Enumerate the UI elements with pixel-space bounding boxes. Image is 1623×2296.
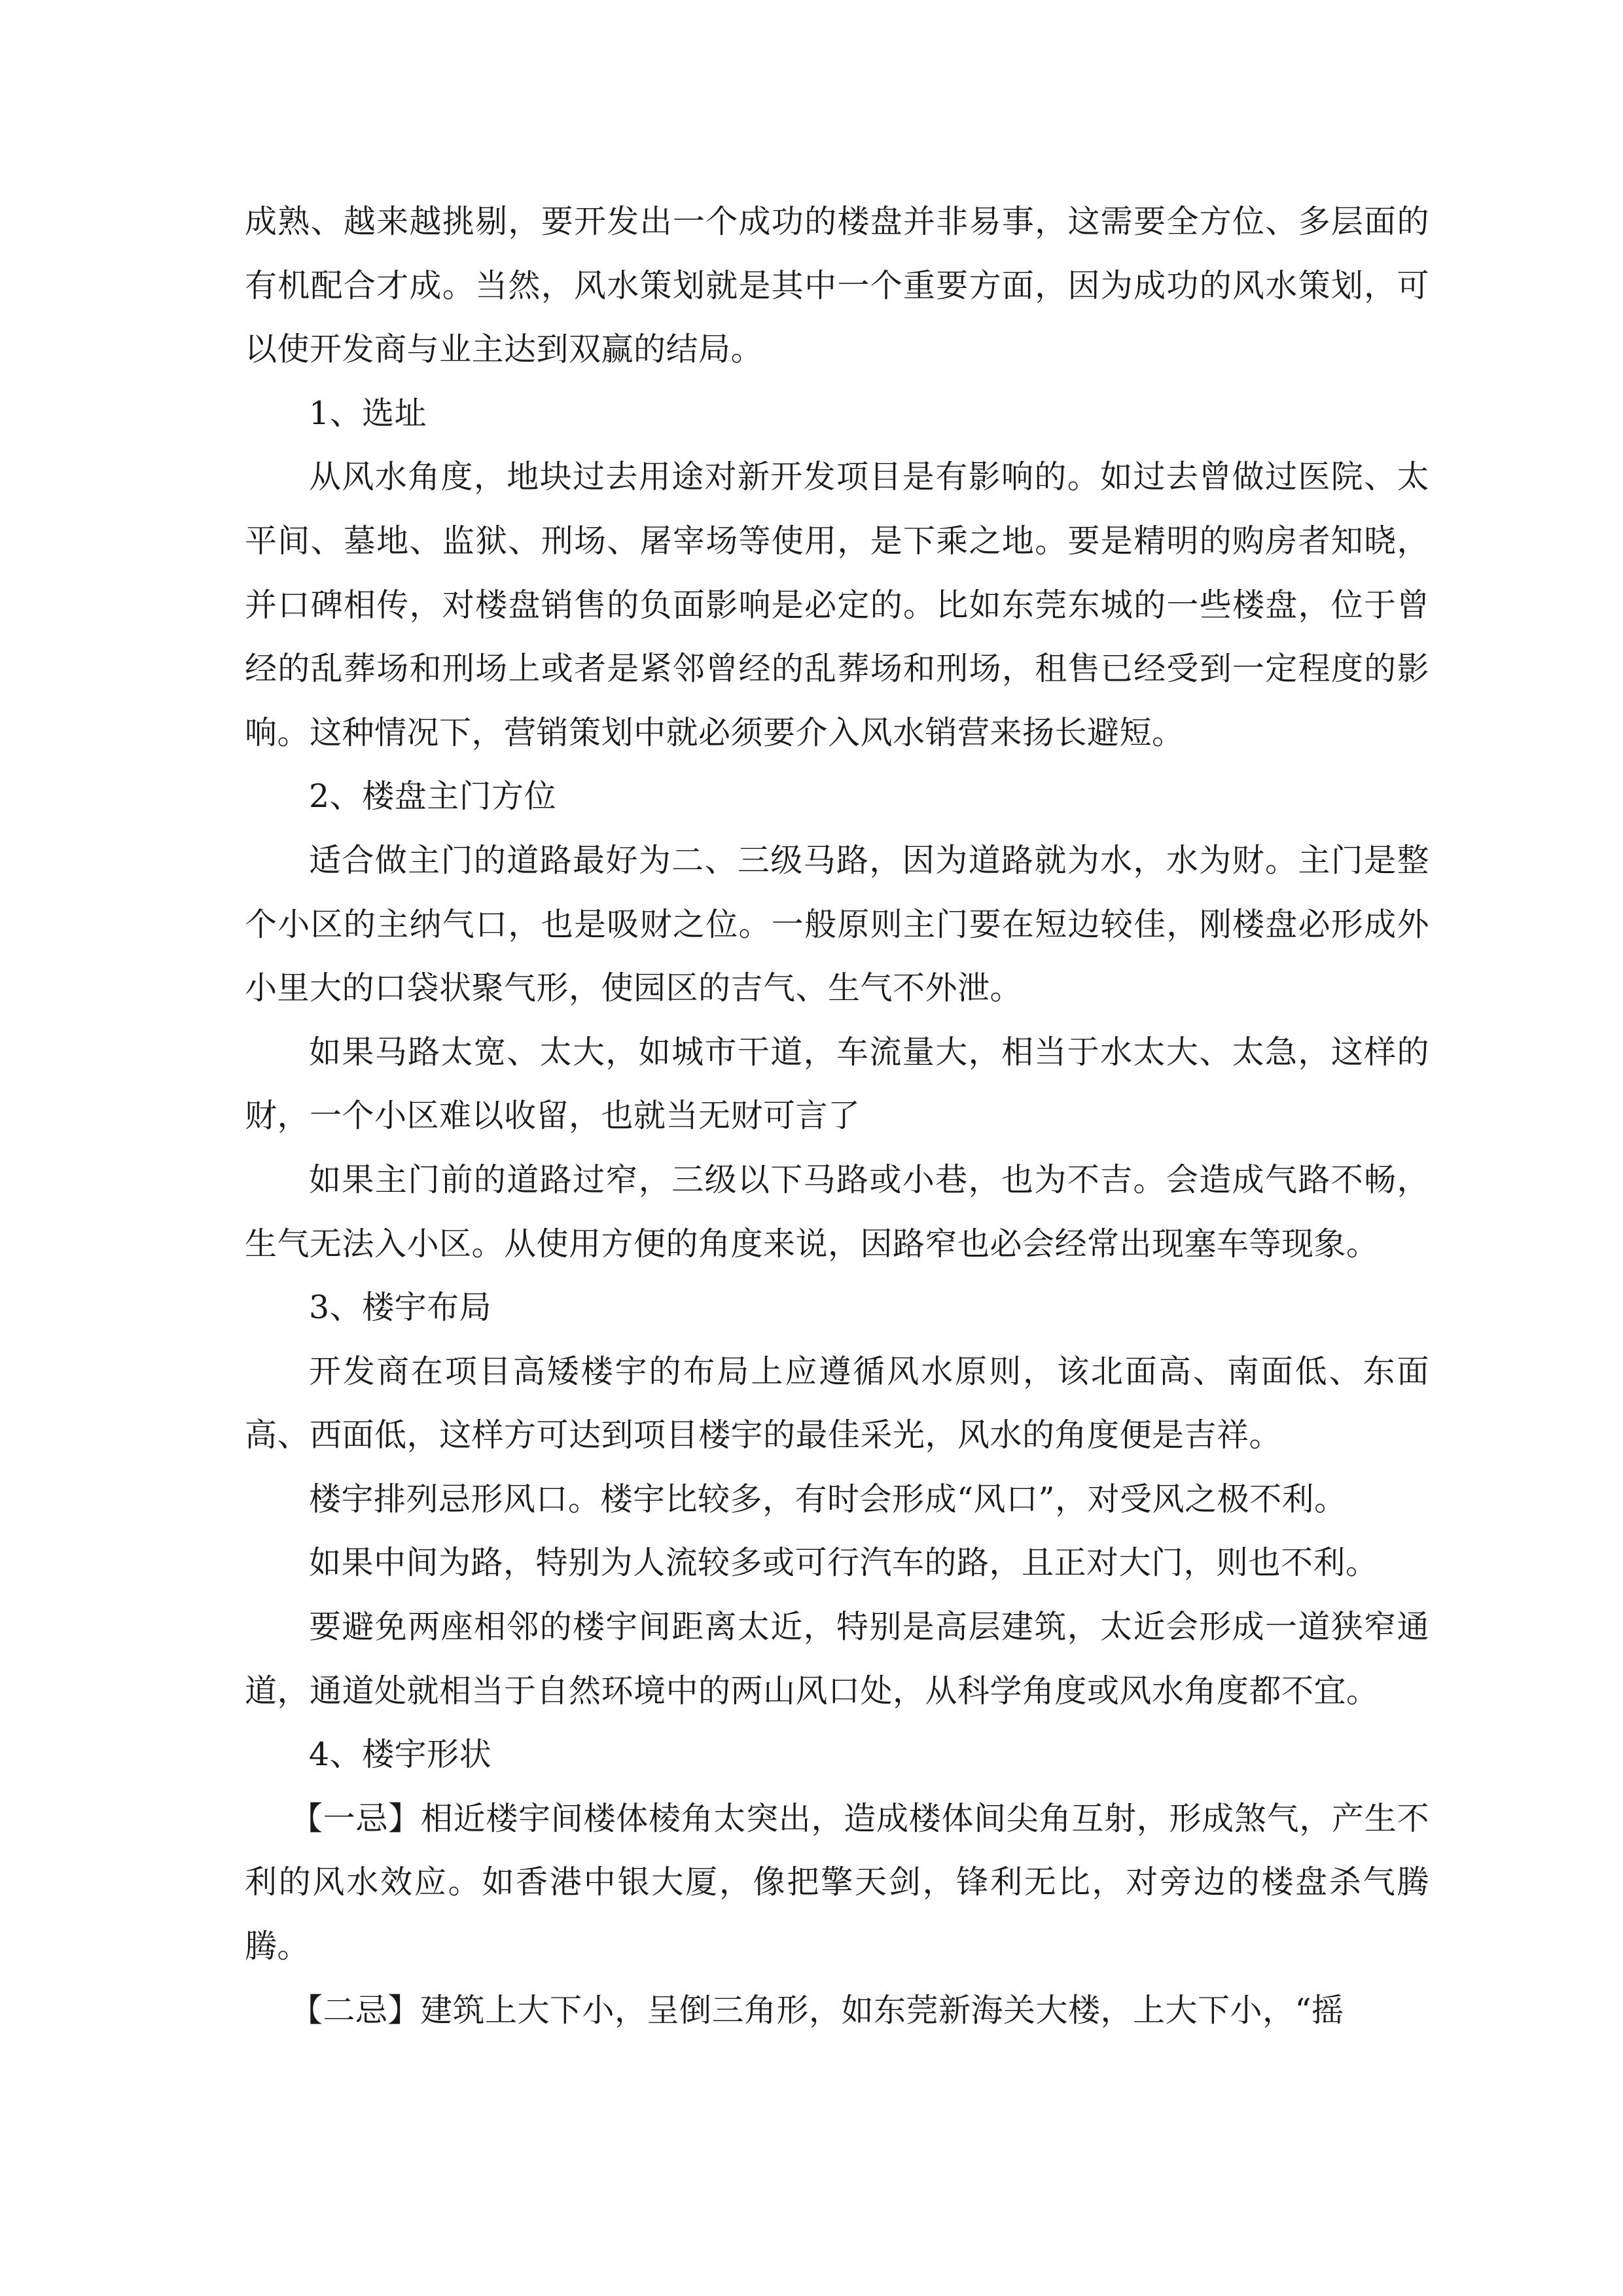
paragraph-wide-road: 如果马路太宽、太大，如城市干道，车流量大，相当于水太大、太急，这样的财，一个小区难以收留，也就当无财可言了 [245,1033,1429,1135]
paragraph-building-height: 开发商在项目高矮楼宇的布局上应遵循风水原则，该北面高、南面低、东面高、西面低，这样方可达到项目楼宇的最佳采光，风水的角度便是吉祥。 [245,1352,1429,1454]
paragraph-intro-continuation: 成熟、越来越挑剔，要开发出一个成功的楼盘并非易事，这需要全方位、多层面的有机配合才成。当然，风水策划就是其中一个重要方面，因为成功的风水策划，可以使开发商与业主达到双赢的结局。 [245,203,1429,368]
section-heading-main-gate: 2、楼盘主门方位 [309,778,557,816]
paragraph-taboo-one: 【一忌】相近楼宇间楼体棱角太突出，造成楼体间尖角互射，形成煞气，产生不利的风水效应。如香港中银大厦，像把擎天剑，锋利无比，对旁边的楼盘杀气腾腾。 [245,1799,1429,1965]
paragraph-taboo-two: 【二忌】建筑上大下小，呈倒三角形，如东莞新海关大楼，上大下小，“摇 [291,1991,1344,2029]
section-heading-building-layout: 3、楼宇布局 [309,1289,492,1327]
paragraph-site-selection: 从风水角度，地块过去用途对新开发项目是有影响的。如过去曾做过医院、太平间、墓地、监狱、刑场、屠宰场等使用，是下乘之地。要是精明的购房者知晓，并口碑相传，对楼盘销售的负面影响是必定的。比如东莞东城的一些楼盘，位于曾经的乱葬场和刑场上或者是紧邻曾经的乱葬场和刑场，租售已经受到一定程度的影响。这种情况下，营销策划中就必须要介入风水销营来扬长避短。 [245,458,1429,751]
paragraph-building-distance: 要避免两座相邻的楼宇间距离太近，特别是高层建筑，太近会形成一道狭窄通道，通道处就相当于自然环境中的两山风口处，从科学角度或风水角度都不宜。 [245,1608,1429,1710]
section-heading-site-selection: 1、选址 [309,394,427,432]
section-heading-building-shape: 4、楼宇形状 [309,1736,492,1774]
paragraph-main-gate: 适合做主门的道路最好为二、三级马路，因为道路就为水，水为财。主门是整个小区的主纳气口，也是吸财之位。一般原则主门要在短边较佳，刚楼盘必形成外小里大的口袋状聚气形，使园区的吉气、生气不外泄。 [245,841,1429,1007]
paragraph-road-in-middle: 如果中间为路，特别为人流较多或可行汽车的路，且正对大门，则也不利。 [309,1544,1378,1582]
document-body [245,190,1429,2042]
paragraph-wind-gap: 楼宇排列忌形风口。楼宇比较多，有时会形成“风口”，对受风之极不利。 [309,1480,1347,1518]
paragraph-narrow-road: 如果主门前的道路过窄，三级以下马路或小巷，也为不吉。会造成气路不畅，生气无法入小区。从使用方便的角度来说，因路窄也必会经常出现塞车等现象。 [245,1160,1429,1263]
